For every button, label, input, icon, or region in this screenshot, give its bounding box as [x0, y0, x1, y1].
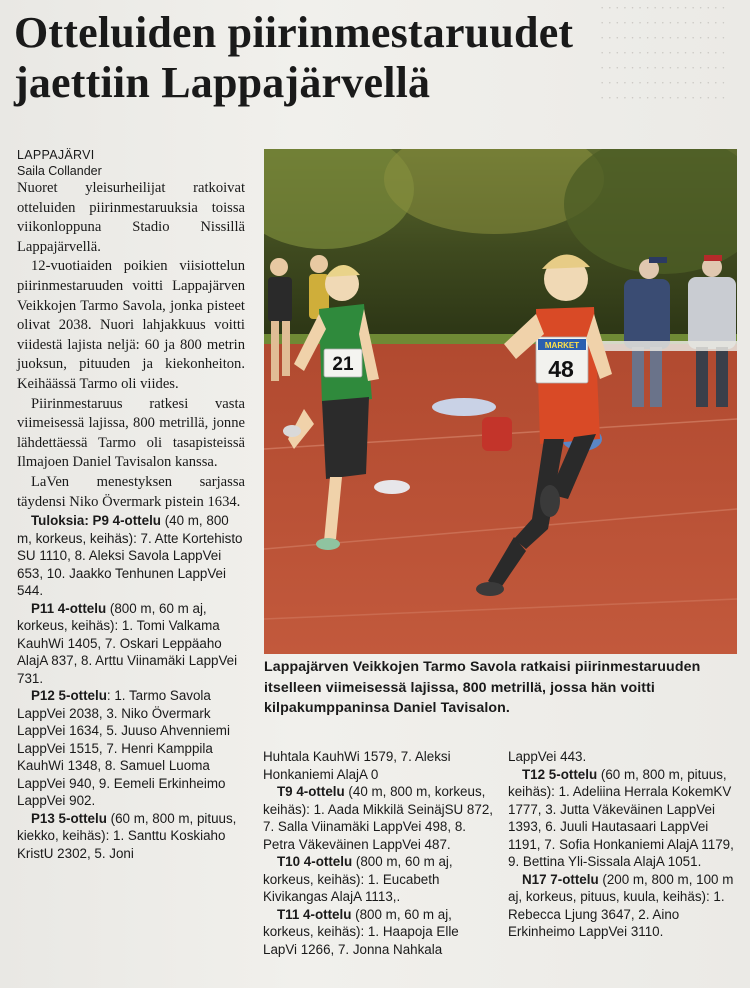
results-text: (800 m, 60 m aj, korkeus, keihäs): 1. Eucabeth Kivikangas AlajA 1113,.: [263, 854, 453, 904]
results-column-3: [508, 748, 740, 941]
results-class: P12 5-ottelu: [31, 688, 107, 704]
results-text: (40 m, 800 m, korkeus, keihäs): 7. Atte Kortehisto SU 1110, 8. Aleksi Savola LappVei 653, 10. Jaakko Tenhunen LappVei 544.: [17, 513, 243, 599]
results-continuation: Huhtala KauhWi 1579, 7. Aleksi Honkaniemi AlajA 0: [263, 749, 451, 782]
results-entry: [263, 906, 495, 959]
caption-text: Lappajärven Veikkojen Tarmo Savola ratkaisi piirinmestaruuden itselleen viimeisessä lajissa, 800 metrillä, jossa hän voitti kilpakumppaninsa Daniel Tavisalon.: [264, 659, 701, 716]
article-paragraph-2: 12-vuotiaiden poikien viisiottelun piirinmestaruuden voitti Lappajärven Veikkojen Tarmo Savola, jonka pisteet olivat 2038. Nuori lahjakkuus voitti viidestä lajista neljä: 60 ja 800 metrin juoksun, pituuden ja kiekonheiton. Keihäässä Tarmo oli viides.: [17, 258, 245, 392]
results-entry: [17, 600, 245, 688]
results-text: (60 m, 800 m, pituus, kiekko, keihäs): 1. Santtu Koskiaho KristU 2302, 5. Joni: [17, 810, 237, 861]
article-paragraph-3: Piirinmestaruus ratkesi vasta viimeisessä lajissa, 800 metrillä, jonne lähdettäessä Tarmo oli tasapisteissä Ilmajoen Daniel Tavisalon kanssa.: [17, 395, 245, 471]
bib-number-21: 21: [332, 354, 354, 375]
results-text: (200 m, 800 m, 100 m aj, korkeus, pituus, kuula, keihäs): 1. Rebecca Ljung 3647, 2. Aino Erkinheimo LappVei 3110.: [508, 871, 734, 939]
race-photo: [264, 149, 737, 654]
article-column-1: [17, 147, 245, 862]
article-paragraph-1: Nuoret yleisurheilijat ratkoivat otteluiden piirinmestaruuksia toissa viikonloppuna Stadio Nissillä Lappajärvellä.: [17, 180, 245, 255]
results-entry: [17, 810, 245, 863]
photo-caption: [264, 657, 742, 719]
results-entry: [263, 783, 495, 853]
results-class: P11 4-ottelu: [31, 600, 107, 616]
results-entry: [263, 853, 495, 906]
results-class: T12 5-ottelu: [522, 766, 598, 782]
results-text: (40 m, 800 m, korkeus, keihäs): 1. Aada Mikkilä SeinäjSU 872, 7. Salla Viinamäki LappVei 498, 8. Petra Väkeväinen LappVei 487.: [263, 784, 493, 852]
results-class: T9 4-ottelu: [277, 784, 345, 799]
article-headline: [14, 8, 654, 108]
results-text: (800 m, 60 m aj, korkeus, keihäs): 1. Haapoja Elle LapVi 1266, 7. Jonna Nahkala: [263, 906, 459, 957]
results-class: T10 4-ottelu: [277, 854, 353, 869]
results-class: T11 4-ottelu: [277, 906, 352, 922]
results-entry: [508, 871, 740, 941]
author: Saila Collander: [17, 164, 102, 178]
results-text: (800 m, 60 m aj, korkeus, keihäs): 1. Tomi Valkama KauhWi 1405, 7. Oskari Leppäaho AlajA 837, 8. Arttu Viinamäki LappVei 731.: [17, 600, 238, 686]
bib-number-48: 48: [548, 356, 574, 382]
results-column-2: [263, 748, 495, 958]
bleed-through-text: · · · · · · · · · · · · · · · · · · · · · · · · · · · · · · · · · · · · · · · · · · · · · · · · · · · · · · · · · · · · · · · · · · · · · · · · · · · · · · · · · · · · · · · · · · · · · · · · · · · · · · · · · · · · · · · · · · · · · · ·: [600, 0, 726, 105]
results-entry: [17, 687, 245, 810]
headline-line-2: jaettiin Lappajärvellä: [14, 58, 431, 107]
results-entry: [17, 512, 245, 600]
results-text: (60 m, 800 m, pituus, keihäs): 1. Adeliina Herrala KokemKV 1777, 3. Jutta Väkeväinen LappVei 1393, 6. Juuli Hautasaari LappVei 1191, 7. Sofia Honkaniemi AlajA 1179, 9. Bettina Yli-Sissala AlajA 1051.: [508, 766, 734, 869]
byline: [17, 147, 245, 179]
dateline: LAPPAJÄRVI: [17, 148, 95, 162]
results-continuation: LappVei 443.: [508, 749, 587, 764]
race-photo-illustration: [264, 149, 737, 654]
results-class: P13 5-ottelu: [31, 810, 107, 826]
headline-line-1: Otteluiden piirinmestaruudet: [14, 8, 574, 57]
results-class: N17 7-ottelu: [522, 871, 599, 887]
results-class: P9 4-ottelu: [92, 513, 161, 529]
article-paragraph-4: LaVen menestyksen sarjassa täydensi Niko Övermark pistein 1634.: [17, 473, 245, 510]
results-text: : 1. Tarmo Savola LappVei 2038, 3. Niko Övermark LappVei 1634, 5. Juuso Ahvenniemi LappVei 1515, 7. Henri Kamppila KauhWi 1348, 8. Samuel Luoma LappVei 940, 9. Eemeli Erkinheimo LappVei 902.: [17, 688, 230, 809]
results-entry: [508, 766, 740, 871]
results-intro-label: Tuloksia:: [31, 513, 89, 529]
bib-sponsor: MARKET: [544, 341, 580, 350]
